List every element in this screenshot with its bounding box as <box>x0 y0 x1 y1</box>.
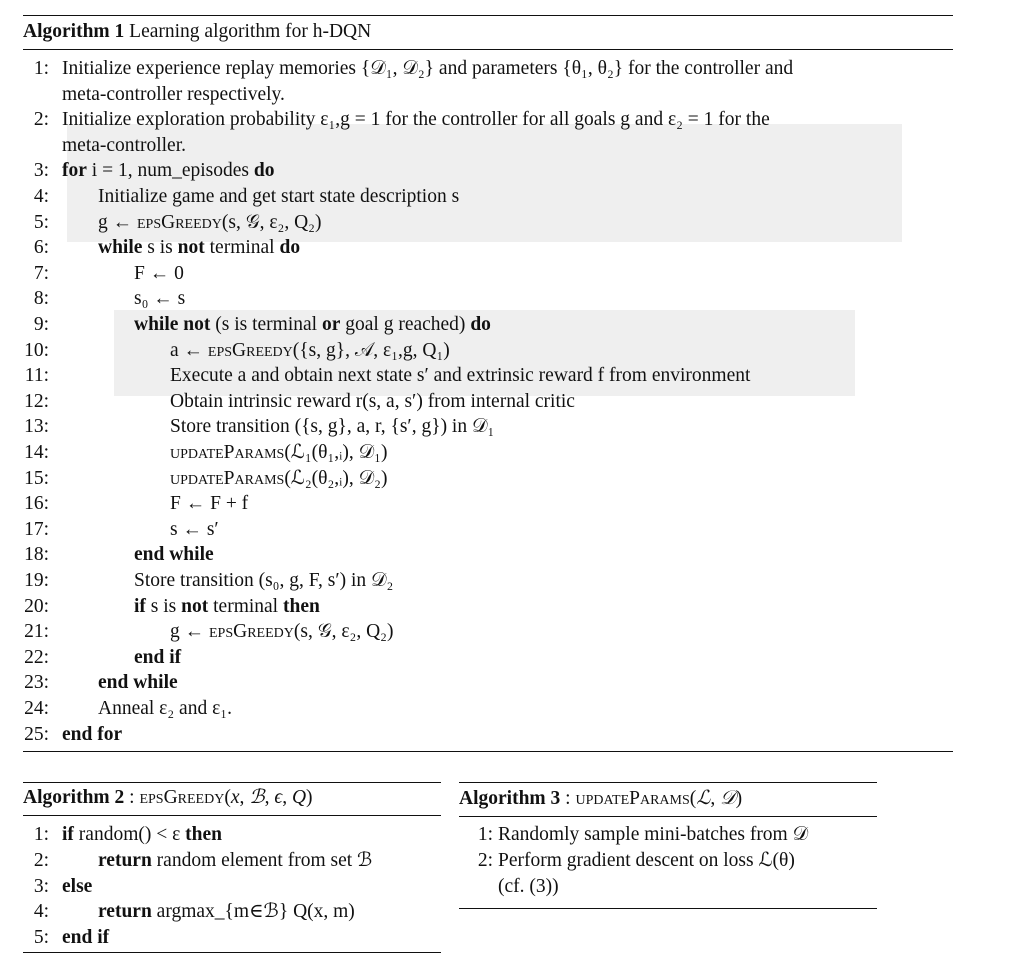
caption-rule <box>23 815 441 816</box>
line-number: 2 : <box>23 107 49 133</box>
bottom-rule <box>459 908 877 909</box>
line-text: Store transition (s₀, g, F, s′) in 𝒟₂ <box>134 570 394 591</box>
algorithm-line <box>23 82 953 108</box>
algorithm-3 <box>459 782 877 912</box>
caption-rule <box>459 816 877 817</box>
algorithm-2 <box>23 782 441 957</box>
line-number: 7 : <box>23 261 49 287</box>
line-number: 2 : <box>23 848 49 874</box>
line-number: 5 : <box>23 925 49 951</box>
algorithm-line <box>23 389 953 415</box>
line-text: F ← 0 <box>134 262 184 284</box>
line-text: end if <box>134 646 182 668</box>
line-number: 22 : <box>23 645 49 671</box>
line-text: Perform gradient descent on loss ℒ(θ) <box>498 849 795 871</box>
algorithm-line <box>459 848 877 874</box>
line-number: 6 : <box>23 235 49 261</box>
line-text: s₀ ← s <box>134 288 186 310</box>
algorithm-line <box>23 56 953 82</box>
algorithm-title: : epsGreedy(x, ℬ, ϵ, Q) <box>129 787 313 808</box>
algorithm-line <box>23 338 953 364</box>
algorithm-caption <box>23 785 313 811</box>
algorithm-title: Learning algorithm for h-DQN <box>129 21 372 42</box>
algorithm-line <box>459 822 877 848</box>
algorithm-line <box>23 874 441 900</box>
algorithm-line <box>23 696 953 722</box>
bottom-rule <box>23 751 953 752</box>
line-text: if random() < ε then <box>62 824 223 845</box>
line-text: (cf. (3)) <box>498 875 559 897</box>
line-number: 5 : <box>23 210 49 236</box>
bottom-rule <box>23 952 441 953</box>
algorithm-line <box>23 158 953 184</box>
algorithm-line <box>23 133 953 159</box>
line-text: end while <box>98 672 178 694</box>
line-text: Execute a and obtain next state s′ and extrinsic reward f from environment <box>170 365 751 387</box>
line-number: 3 : <box>23 158 49 184</box>
algorithm-line <box>23 670 953 696</box>
algorithm-1 <box>23 14 953 754</box>
line-number: 2 : <box>459 848 493 874</box>
line-text: Initialize game and get start state description s <box>98 186 460 207</box>
line-text: a ← epsGreedy({s, g}, 𝒜, ε₁,g, Q₁) <box>170 339 450 361</box>
algorithm-line <box>23 210 953 236</box>
line-text: Initialize exploration probability ε₁,g = 1 for the controller for all goals g and ε₂ = 1 for the <box>62 109 770 131</box>
algorithm-line <box>23 414 953 440</box>
line-text: else <box>62 875 93 897</box>
algorithm-title: : updateParams(ℒ, 𝒟) <box>565 788 743 809</box>
line-number: 18 : <box>23 542 49 568</box>
line-number: 1 : <box>459 822 493 848</box>
top-rule <box>23 782 441 783</box>
line-text: updateParams(ℒ₁(θ₁,ᵢ), 𝒟₁) <box>170 442 388 463</box>
algorithm-caption <box>459 786 742 812</box>
algorithm-line <box>23 925 441 951</box>
line-text: return random element from set ℬ <box>98 849 373 871</box>
line-number: 9 : <box>23 312 49 338</box>
algorithm-line <box>23 645 953 671</box>
algorithm-line <box>23 312 953 338</box>
algorithm-line <box>23 899 441 925</box>
algorithm-line <box>23 568 953 594</box>
line-text: s ← s′ <box>170 518 219 540</box>
algorithm-line <box>23 261 953 287</box>
line-number: 10 : <box>23 338 49 364</box>
line-text: updateParams(ℒ₂(θ₂,ᵢ), 𝒟₂) <box>170 467 388 489</box>
line-number: 16 : <box>23 491 49 517</box>
line-number: 1 : <box>23 56 49 82</box>
algorithm-line <box>23 517 953 543</box>
line-text: while s is not terminal do <box>98 237 301 259</box>
line-number: 8 : <box>23 286 49 312</box>
line-text: Store transition ({s, g}, a, r, {s′, g}) in 𝒟₁ <box>170 416 495 438</box>
line-text: Anneal ε₂ and ε₁. <box>98 698 232 719</box>
algorithm-line <box>23 848 441 874</box>
line-number: 23 : <box>23 670 49 696</box>
line-number: 17 : <box>23 517 49 543</box>
algorithm-line <box>23 542 953 568</box>
line-text: Randomly sample mini-batches from 𝒟 <box>498 824 809 845</box>
line-text: for i = 1, num_episodes do <box>62 160 275 182</box>
algorithm-line <box>23 440 953 466</box>
line-number: 24 : <box>23 696 49 722</box>
line-text: end for <box>62 723 123 745</box>
line-number: 4 : <box>23 184 49 210</box>
line-text: end if <box>62 927 110 949</box>
line-text: Obtain intrinsic reward r(s, a, s′) from internal critic <box>170 390 575 412</box>
algorithm-line <box>23 466 953 492</box>
line-text: g ← epsGreedy(s, 𝒢, ε₂, Q₂) <box>98 211 322 233</box>
algorithm-label: Algorithm 3 <box>459 788 561 809</box>
line-text: if s is not terminal then <box>134 595 320 617</box>
line-number: 3 : <box>23 874 49 900</box>
algorithm-line <box>23 235 953 261</box>
algorithm-label: Algorithm 1 <box>23 21 125 42</box>
line-number: 4 : <box>23 899 49 925</box>
line-number: 25 : <box>23 722 49 748</box>
algorithm-line <box>459 874 877 900</box>
algorithm-line <box>23 619 953 645</box>
line-number: 13 : <box>23 414 49 440</box>
line-text: meta-controller respectively. <box>62 83 285 105</box>
algorithm-line <box>23 722 953 748</box>
algorithm-line <box>23 286 953 312</box>
line-number: 19 : <box>23 568 49 594</box>
algorithm-line <box>23 107 953 133</box>
line-number: 14 : <box>23 440 49 466</box>
line-number: 11 : <box>23 363 49 389</box>
algorithm-line <box>23 184 953 210</box>
line-number: 12 : <box>23 389 49 415</box>
top-rule <box>459 782 877 783</box>
line-text: F ← F + f <box>170 493 249 515</box>
line-text: g ← epsGreedy(s, 𝒢, ε₂, Q₂) <box>170 621 394 643</box>
algorithm-caption <box>23 19 371 45</box>
line-text: return argmax_{m∈ℬ} Q(x, m) <box>98 901 355 923</box>
line-text: end while <box>134 544 214 566</box>
line-text: meta-controller. <box>62 134 186 156</box>
line-text: while not (s is terminal or goal g reached) do <box>134 314 491 335</box>
algorithm-line <box>23 594 953 620</box>
line-number: 20 : <box>23 594 49 620</box>
algorithm-line <box>23 491 953 517</box>
line-number: 1 : <box>23 822 49 848</box>
algorithm-label: Algorithm 2 <box>23 787 125 808</box>
line-number: 21 : <box>23 619 49 645</box>
caption-rule <box>23 49 953 50</box>
algorithm-line <box>23 363 953 389</box>
top-rule <box>23 15 953 16</box>
algorithm-line <box>23 822 441 848</box>
line-number: 15 : <box>23 466 49 492</box>
line-text: Initialize experience replay memories {𝒟₁, 𝒟₂} and parameters {θ₁, θ₂} for the controller and <box>62 58 794 79</box>
